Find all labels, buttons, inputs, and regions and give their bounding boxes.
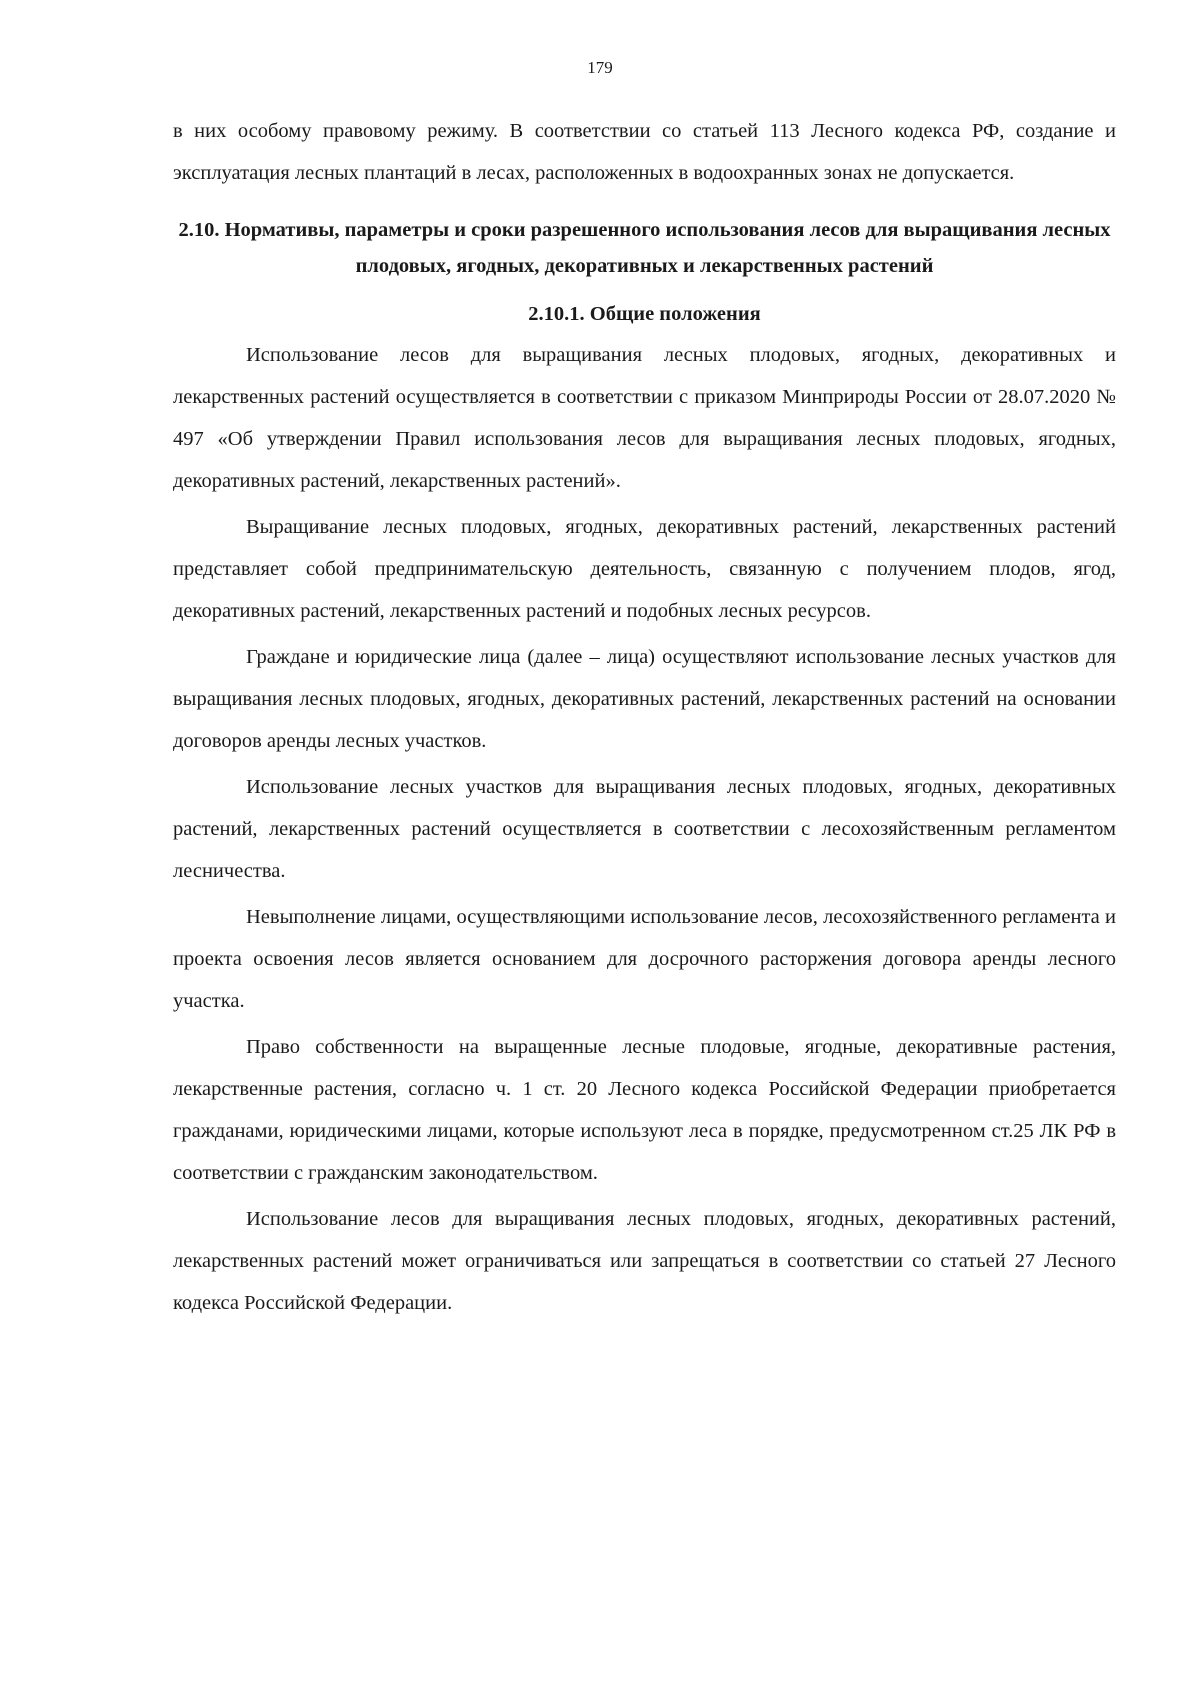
paragraph-6: Право собственности на выращенные лесные плодовые, ягодные, декоративные растения, лекарственные растения, согласно ч. 1 ст. 20 Лесного кодекса Российской Федерации приобретается гражданами, юридическими лицами, которые используют леса в порядке, предусмотренном ст.25 ЛК РФ в соответствии с гражданским законодательством. xyxy=(173,1036,1116,1184)
intro-paragraph: в них особому правовому режиму. В соответствии со статьей 113 Лесного кодекса РФ, создание и эксплуатация лесных плантаций в лесах, расположенных в водоохранных зонах не допускается. xyxy=(173,120,1116,184)
paragraph-7: Использование лесов для выращивания лесных плодовых, ягодных, декоративных растений, лекарственных растений может ограничиваться или запрещаться в соответствии со статьей 27 Лесного кодекса Российской Федерации. xyxy=(173,1208,1116,1314)
paragraph-4: Использование лесных участков для выращивания лесных плодовых, ягодных, декоративных растений, лекарственных растений осуществляется в соответствии с лесохозяйственным регламентом лесничества. xyxy=(173,776,1116,882)
subsection-title: 2.10.1. Общие положения xyxy=(528,303,761,325)
page-number: 179 xyxy=(587,58,613,77)
page-content xyxy=(173,110,1116,1324)
section-title: 2.10. Нормативы, параметры и сроки разрешенного использования лесов для выращивания лесных плодовых, ягодных, декоративных и лекарственных растений xyxy=(178,219,1111,277)
paragraph-1: Использование лесов для выращивания лесных плодовых, ягодных, декоративных и лекарственных растений осуществляется в соответствии с приказом Минприроды России от 28.07.2020 № 497 «Об утверждении Правил использования лесов для выращивания лесных плодовых, ягодных, декоративных растений, лекарственных растений». xyxy=(173,344,1116,492)
paragraph-2: Выращивание лесных плодовых, ягодных, декоративных растений, лекарственных растений представляет собой предпринимательскую деятельность, связанную с получением плодов, ягод, декоративных растений, лекарственных растений и подобных лесных ресурсов. xyxy=(173,516,1116,622)
paragraph-5: Невыполнение лицами, осуществляющими использование лесов, лесохозяйственного регламента и проекта освоения лесов является основанием для досрочного расторжения договора аренды лесного участка. xyxy=(173,906,1116,1012)
paragraph-3: Граждане и юридические лица (далее – лица) осуществляют использование лесных участков для выращивания лесных плодовых, ягодных, декоративных растений, лекарственных растений на основании договоров аренды лесных участков. xyxy=(173,646,1116,752)
